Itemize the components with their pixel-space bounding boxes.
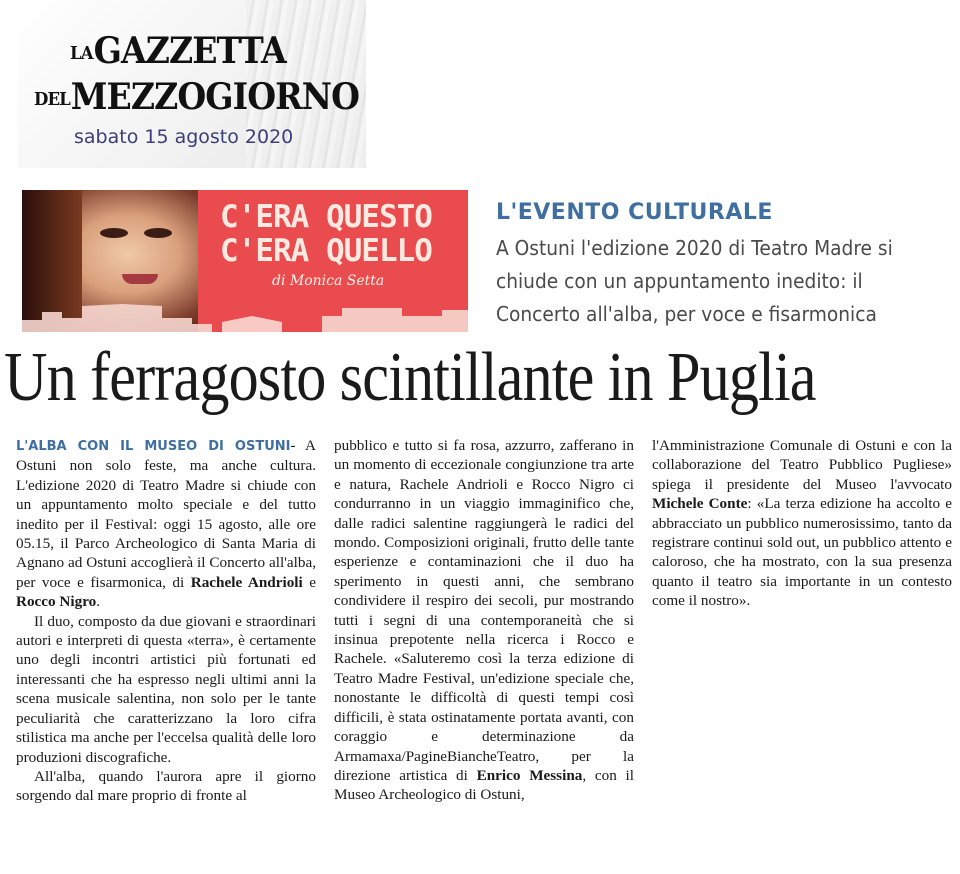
paragraph-3: All'alba, quando l'aurora apre il giorno sorgendo dal mare proprio di fronte al: [16, 767, 316, 805]
issue-date: sabato 15 agosto 2020: [74, 126, 294, 148]
article-column-2: [334, 436, 634, 805]
lead-in: L'ALBA CON IL MUSEO DI OSTUNI: [16, 439, 291, 454]
paragraph-2: Il duo, composto da due giovani e straordinari autori e interpreti di questa «terra», è certamente uno degli incontri artistici più fortunati ed interessanti che ha espresso negli ultimi anni la scena musicale salentina, non solo per le tante peculiarità che caratterizzano la loro cifra stilistica ma anche per l'eccelsa qualità delle loro produzioni discografiche.: [16, 612, 316, 766]
article-column-3: [652, 436, 952, 611]
president-name: Michele Conte: [652, 495, 748, 513]
masthead-line2: DELMEZZOGIORNO: [34, 76, 360, 118]
director-name: Enrico Messina: [476, 766, 583, 784]
masthead-line1: LAGAZZETTA: [70, 30, 286, 72]
section-kicker: L'EVENTO CULTURALE: [496, 200, 773, 225]
newspaper-masthead: [18, 0, 366, 168]
artist-name: Rachele Andrioli: [190, 573, 303, 591]
column-title: C'ERA QUESTO C'ERA QUELLO: [220, 199, 432, 269]
column-banner: [22, 190, 468, 332]
city-skyline-illustration: [22, 298, 468, 332]
paragraph-1: L'ALBA CON IL MUSEO DI OSTUNI- A Ostuni non solo feste, ma anche cultura. L'edizione 2020 di Teatro Madre si chiude con un appuntamento molto speciale e del tutto inedito per il Festival: oggi 15 agosto, alle ore 05.15, il Parco Archeologico di Santa Maria di Agnano ad Ostuni accoglierà il Concerto all'alba, per voce e fisarmonica, di Rachele Andrioli e Rocco Nigro.: [16, 437, 316, 611]
column-author: di Monica Setta: [272, 273, 385, 289]
article-column-1: [16, 436, 316, 806]
artist-name: Rocco Nigro: [16, 593, 97, 611]
paragraph-5: l'Amministrazione Comunale di Ostuni e con la collaborazione del Teatro Pubblico Pugliese» spiega il presidente del Museo l'avvocato Michele Conte: «La terza edizione ha accolto e abbracciato un pubblico numerosissimo, tanto da registrare continui sold out, un pubblico attento e caloroso, che ha mostrato, con la sua presenza quanto il teatro sia importante in un contesto come il nostro».: [652, 437, 953, 610]
article-subtitle: A Ostuni l'edizione 2020 di Teatro Madre si chiude con un appuntamento inedito: il Concerto all'alba, per voce e fisarmonica: [496, 236, 893, 326]
paragraph-4: pubblico e tutto si fa rosa, azzurro, zafferano in un momento di eccezionale congiunzione tra arte e natura, Rachele Andrioli e Rocco Nigro ci condurranno in un viaggio immaginifico che, dalle radici salentine raggiungerà le radici del mondo. Composizioni originali, frutto delle tante esperienze e contaminazioni che il duo ha sperimento in questi anni, che sembrano condividere il respiro dei secoli, pur mostrando tutti i segni di una contemporaneità che si insinua prepotente nella ricerca i Rocco e Rachele. «Saluteremo così la terza edizione di Teatro Madre Festival, un'edizione speciale che, nonostante le difficoltà di questi tempi così difficili, è stata ostinatamente portata avanti, con coraggio e determinazione da Armamaxa/PagineBiancheTeatro, per la direzione artistica di Enrico Messina, con il Museo Archeologico di Ostuni,: [334, 437, 634, 804]
article-headline: Un ferragosto scintillante in Puglia: [4, 339, 816, 416]
